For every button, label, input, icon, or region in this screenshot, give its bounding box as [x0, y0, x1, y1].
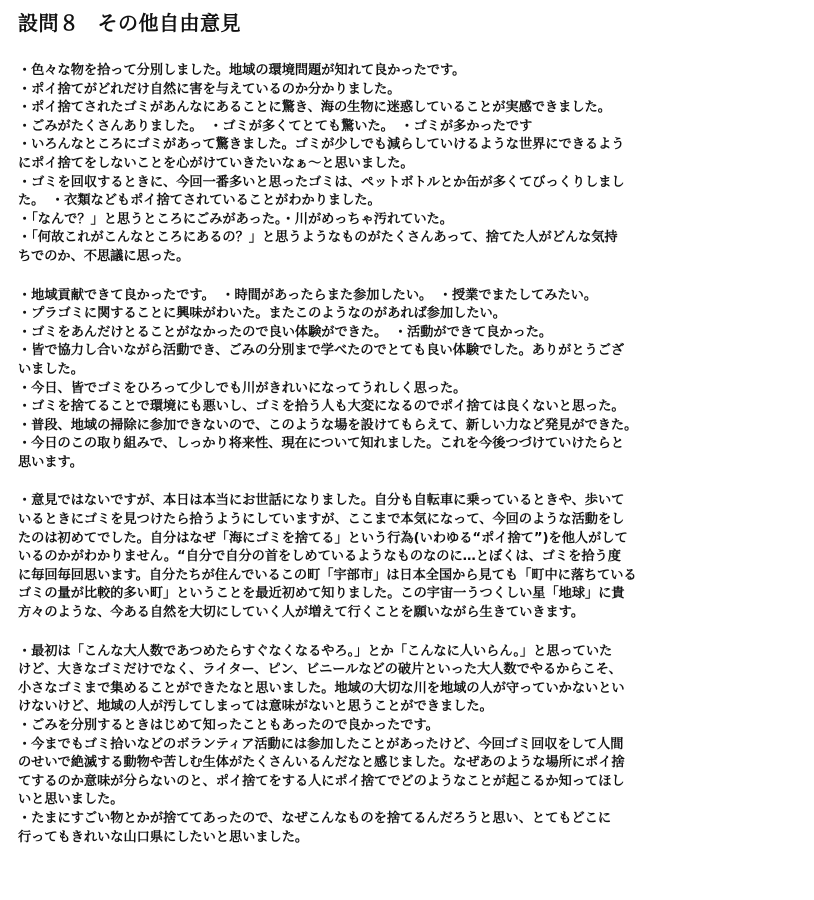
comment-line: ・地域貢献できて良かったです。 ・時間があったらまた参加したい。 ・授業でまたしてみたい。 [18, 287, 598, 303]
comment-group [18, 287, 800, 473]
comment-line: ・普段、地域の掃除に参加できないので、このような場を設けてもらえて、新しい力など発見ができた。 [18, 417, 638, 433]
comment-line: ・最初は「こんな大人数であつめたらすぐなくなるやろ。」とか「こんなに人いらん。」と思っていた [18, 643, 613, 659]
comment-line: いるのかがわかりません。“自分で自分の首をしめているようなものなのに…とぼくは、ゴミを拾う度 [18, 549, 621, 565]
comment-line: てするのか意味が分らないのと、ポイ捨てをする人にポイ捨てでどのようなことが起こるか知ってほし [18, 773, 625, 789]
comment-line: ・ゴミをあんだけとることがなかったので良い体験ができた。 ・活動ができて良かった。 [18, 324, 553, 340]
question-title: その他自由意見 [97, 11, 241, 35]
comment-line: ・皆で協力し合いながら活動でき、ごみの分別まで学べたのでとても良い体験でした。ありがとうござ [18, 343, 625, 359]
comment-line: ・意見ではないですが、本日は本当にお世話になりました。自分も自転車に乗っているときや、歩いて [18, 493, 625, 509]
comment-line: けないけど、地域の人が汚してしまっては意味がないと思うことができました。 [18, 699, 493, 715]
comment-list [18, 62, 800, 847]
comment-line: ・今日、皆でゴミをひろって少しでも川がきれいになってうれしく思った。 [18, 380, 467, 396]
comment-group [18, 643, 800, 848]
comment-line: ・ポイ捨てされたゴミがあんなにあることに驚き、海の生物に迷惑していることが実感できました。 [18, 100, 611, 116]
comment-line: いるときにゴミを見つけたら拾うようにしていますが、ここまで本気になって、今回のような活動をし [18, 512, 625, 528]
comment-line: たのは初めてでした。自分はなぜ「海にゴミを捨てる」という行為(いわゆる“ポイ捨て”)を他人がして [18, 530, 628, 546]
comment-line: 方々のような、今ある自然を大切にしていく人が増えて行くことを願いながら生きていきます。 [18, 605, 585, 621]
comment-line: ・色々な物を拾って分別しました。地域の環境問題が知れて良かったです。 [18, 63, 466, 78]
comment-line: ・たまにすごい物とかが捨ててあったので、なぜこんなものを捨てるんだろうと思い、とてもどこに [18, 810, 612, 826]
comment-group [18, 492, 800, 622]
comment-line: 行ってもきれいな山口県にしたいと思いました。 [18, 829, 309, 845]
comment-line: た。 ・衣類などもポイ捨てされていることがわかりました。 [18, 193, 381, 209]
document-page [18, 8, 800, 867]
comment-line: に毎回毎回思います。自分たちが住んでいるこの町「宇部市」は日本全国から見ても「町中に落ちている [18, 567, 637, 583]
comment-line: ・「なんで？」と思うところにごみがあった。・川がめっちゃ汚れていた。 [18, 211, 453, 227]
comment-line: ・今日のこの取り組みで、しっかり将来性、現在について知れました。これを今後つづけていけたらと [18, 436, 625, 452]
comment-line: ・いろんなところにゴミがあって驚きました。ゴミが少しでも減らしていけるような世界にできるよう [18, 137, 625, 153]
comment-line: ゴミの量が比較的多い町」ということを最近初めて知りました。この宇宙一うつくしい星「地球」に貴 [18, 586, 625, 602]
comment-group [18, 62, 800, 267]
comment-line: ・ごみを分別するときはじめて知ったこともあったので良かったです。 [18, 718, 439, 733]
comment-line: いと思いました。 [18, 792, 124, 808]
comment-line: ちでのか、不思議に思った。 [18, 248, 190, 264]
comment-line: ・ゴミを回収するときに、今回一番多いと思ったゴミは、ペットボトルとか缶が多くてびっくりしまし [18, 174, 625, 190]
comment-line: ・ゴミを捨てることで環境にも悪いし、ゴミを拾う人も大変になるのでポイ捨ては良くないと思った。 [18, 399, 625, 415]
comment-line: ・今までもゴミ拾いなどのボランティア活動には参加したことがあったけど、今回ゴミ回収をして人間 [18, 736, 624, 752]
comment-line: ・「何故これがこんなところにあるの？」と思うようなものがたくさんあって、捨てた人がどんな気持 [18, 230, 618, 246]
comment-line: いました。 [18, 361, 84, 377]
comment-line: ・ごみがたくさんありました。 ・ゴミが多くてとても驚いた。 ・ゴミが多かったです [18, 118, 533, 134]
comment-line: ・ポイ捨てがどれだけ自然に害を与えているのか分かりました。 [18, 81, 401, 97]
comment-line: 小さなゴミまで集めることができたなと思いました。地域の大切な川を地域の人が守っていかないとい [18, 680, 625, 696]
question-number: 設問８ [18, 11, 80, 35]
comment-line: けど、大きなゴミだけでなく、ライター、ピン、ビニールなどの破片といった大人数でやるからこそ、 [18, 662, 622, 678]
comment-line: 思います。 [18, 454, 83, 470]
comment-line: ・プラゴミに関することに興味がわいた。またこのようなのがあれば参加したい。 [18, 306, 506, 322]
question-heading [18, 8, 800, 38]
comment-line: のせいで絶滅する動物や苦しむ生体がたくさんいるんだなと感じました。なぜあのような場所にポイ捨 [18, 755, 625, 771]
comment-line: にポイ捨てをしないことを心がけていきたいなぁ～と思いました。 [18, 155, 414, 171]
